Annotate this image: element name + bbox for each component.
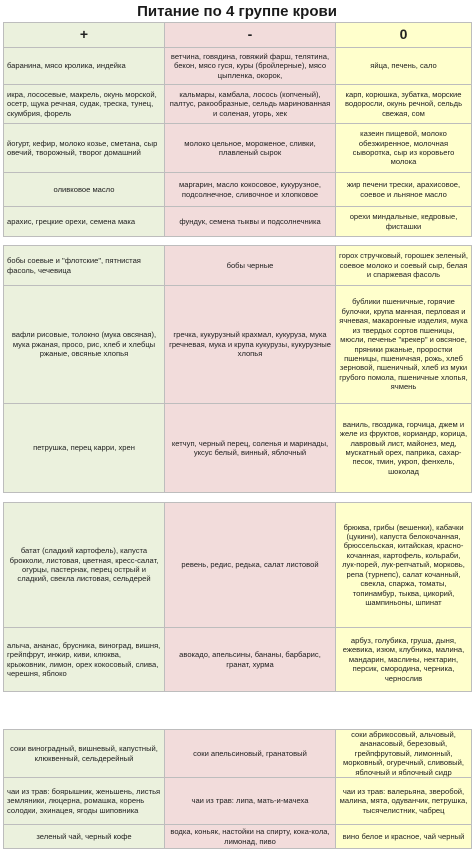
table-row — [4, 246, 472, 286]
cell-minus: чаи из трав: липа, мать-и-мачеха — [165, 778, 336, 825]
cell-minus: ревень, редис, редька, салат листовой — [165, 503, 336, 628]
cell-zero: горох стручковый, горошек зеленый, соевое молоко и соевый сыр, белая и спаржевая фасоль — [336, 246, 472, 286]
cell-zero: чаи из трав: валерьяна, зверобой, малина, мята, одуванчик, петрушка, тысячелистник, чабрец — [336, 778, 472, 825]
cell-zero: карп, корюшка, зубатка, морские водоросли, окунь речной, сельдь свежая, сом — [336, 85, 472, 124]
table-row — [4, 124, 472, 173]
table-block-4 — [3, 729, 472, 849]
cell-minus: гречка, кукурузный крахмал, кукуруза, мука гречневая, мука и крупа кукурузы, кукурузные хлопья — [165, 286, 336, 404]
page-title: Питание по 4 группе крови — [137, 2, 337, 20]
table-row — [4, 628, 472, 692]
cell-plus: алыча, ананас, брусника, виноград, вишня, грейпфрут, инжир, киви, клюква, крыжовник, лимон, орех кокосовый, слива, черешня, яблоко — [4, 628, 165, 692]
cell-plus: батат (сладкий картофель), капуста брокколи, листовая, цветная, кресс-салат, огурцы, пастернак, перец острый и сладкий, свекла листовая, сельдерей — [4, 503, 165, 628]
cell-plus: бобы соевые и "флотские", пятнистая фасоль, чечевица — [4, 246, 165, 286]
table-row — [4, 404, 472, 493]
header-minus: - — [165, 23, 336, 48]
cell-minus: кетчуп, черный перец, соленья и маринады, уксус белый, винный, яблочный — [165, 404, 336, 493]
header-plus: + — [4, 23, 165, 48]
cell-minus: соки апельсиновый, гранатовый — [165, 730, 336, 778]
cell-minus: фундук, семена тыквы и подсолнечника — [165, 207, 336, 237]
table-block-2 — [3, 245, 472, 493]
cell-plus: зеленый чай, черный кофе — [4, 825, 165, 849]
cell-plus: йогурт, кефир, молоко козье, сметана, сыр овечий, творожный, творог домашний — [4, 124, 165, 173]
table-row — [4, 173, 472, 207]
cell-plus: оливковое масло — [4, 173, 165, 207]
cell-minus: молоко цельное, мороженое, сливки, плавленый сырок — [165, 124, 336, 173]
cell-zero: бублики пшеничные, горячие булочки, крупа манная, перловая и ячневая, макаронные изделия, мука из твердых сортов пшеницы, мюсли, печенье "крекер" и овсяное, пряники ржаные, проростки пшеницы, пшеничная, рожь, хлеб зерновой, пшеничный, хлеб из муки грубого помола, пшеничные хлопья, ячмень — [336, 286, 472, 404]
table-row — [4, 503, 472, 628]
table-row — [4, 778, 472, 825]
cell-zero: орехи миндальные, кедровые, фисташки — [336, 207, 472, 237]
cell-minus: водка, коньяк, настойки на спирту, кока-кола, лимонад, пиво — [165, 825, 336, 849]
cell-minus: бобы черные — [165, 246, 336, 286]
cell-plus: баранина, мясо кролика, индейка — [4, 48, 165, 85]
table-block-3 — [3, 502, 472, 692]
table-row — [4, 85, 472, 124]
cell-minus: маргарин, масло кокосовое, кукурузное, подсолнечное, сливочное и хлопковое — [165, 173, 336, 207]
cell-zero: казеин пищевой, молоко обезжиренное, молочная сыворотка, сыр из коровьего молока — [336, 124, 472, 173]
cell-zero: жир печени трески, арахисовое, соевое и льняное масло — [336, 173, 472, 207]
header-zero: 0 — [336, 23, 472, 48]
cell-plus: соки виноградный, вишневый, капустный, клюквенный, сельдерейный — [4, 730, 165, 778]
cell-zero: ваниль, гвоздика, горчица, джем и желе из фруктов, кориандр, корица, лавровый лист, майонез, мед, мускатный орех, паприка, сахар-песок, тмин, укроп, фенхель, шоколад — [336, 404, 472, 493]
cell-plus: арахис, грецкие орехи, семена мака — [4, 207, 165, 237]
cell-plus: икра, лососевые, макрель, окунь морской, осетр, щука речная, судак, треска, тунец, скумбрия, форель — [4, 85, 165, 124]
cell-minus: ветчина, говядина, говяжий фарш, телятина, бекон, мясо гуся, куры (бройлерные), мясо цыпленка, окорок, — [165, 48, 336, 85]
table-row — [4, 48, 472, 85]
cell-zero: яйца, печень, сало — [336, 48, 472, 85]
cell-zero: брюква, грибы (вешенки), кабачки (цукини), капуста белокочанная, брюссельская, китайская, краснокочанная, картофель, кольраби, лук-порей, лук-репчатый, морковь, репа (турнепс), салат кочанный, свекла, спаржа, томаты, топинамбур, тыква, цикорий, шампиньоны, шпинат — [336, 503, 472, 628]
cell-plus: петрушка, перец карри, хрен — [4, 404, 165, 493]
cell-minus: авокадо, апельсины, бананы, барбарис, гранат, хурма — [165, 628, 336, 692]
cell-plus: чаи из трав: боярышник, женьшень, листья земляники, люцерна, ромашка, корень солодки, эхинацея, ягоды шиповника — [4, 778, 165, 825]
cell-zero: вино белое и красное, чай черный — [336, 825, 472, 849]
table-row — [4, 825, 472, 849]
cell-zero: арбуз, голубика, груша, дыня, ежевика, изюм, клубника, малина, мандарин, маслины, нектарин, персик, смородина, черника, чернослив — [336, 628, 472, 692]
table-row — [4, 207, 472, 237]
header-table — [3, 22, 472, 48]
cell-zero: соки абрикосовый, альчовый, ананасовый, березовый, грейпфрутовый, лимонный, морковный, огуречный, сливовый, яблочный и яблочный сидр — [336, 730, 472, 778]
cell-plus: вафли рисовые, толокно (мука овсяная), мука ржаная, просо, рис, хлеб и хлебцы ржаные, овсяные хлопья — [4, 286, 165, 404]
table-row — [4, 286, 472, 404]
table-block-1 — [3, 47, 472, 237]
cell-minus: кальмары, камбала, лосось (копченый), палтус, ракообразные, сельдь маринованная и соленая, угорь, хек — [165, 85, 336, 124]
table-row — [4, 730, 472, 778]
